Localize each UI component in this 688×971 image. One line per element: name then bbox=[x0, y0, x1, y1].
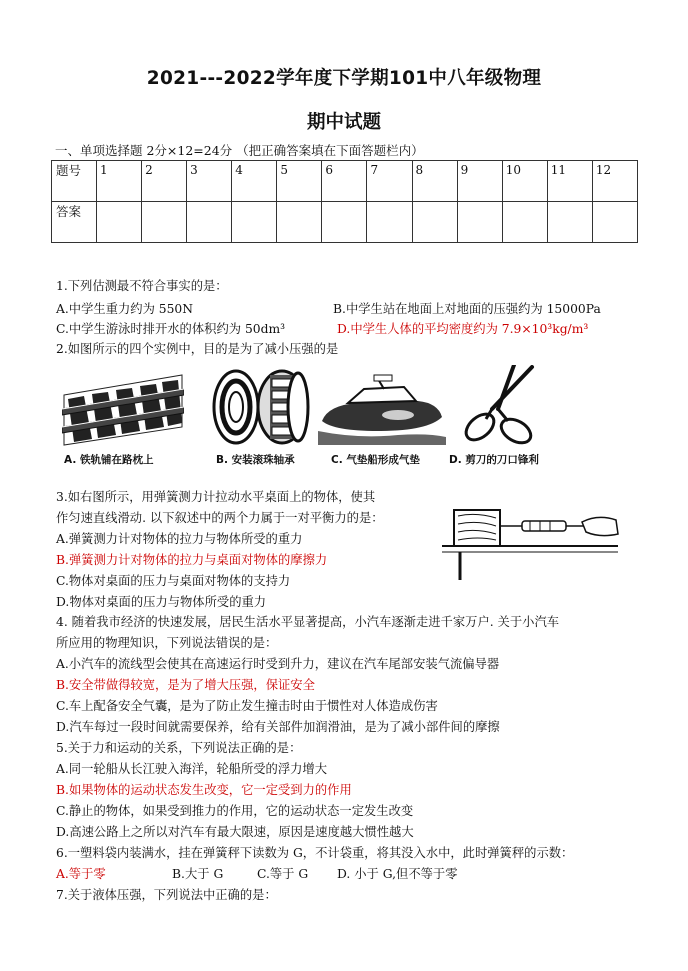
number-cell: 12 bbox=[592, 161, 637, 202]
answer-cell[interactable] bbox=[97, 202, 142, 243]
answer-cell[interactable] bbox=[412, 202, 457, 243]
answer-cell[interactable] bbox=[232, 202, 277, 243]
number-cell: 4 bbox=[232, 161, 277, 202]
hovercraft-figure bbox=[318, 365, 446, 447]
ball-bearing-figure bbox=[208, 365, 318, 447]
q2-stem: 2.如图所示的四个实例中，目的是为了减小压强的是 bbox=[56, 342, 339, 356]
number-cell: 9 bbox=[457, 161, 502, 202]
q3-option-b: B.弹簧测力计对物体的拉力与桌面对物体的摩擦力 bbox=[56, 553, 328, 567]
q1-option-b: B.中学生站在地面上对地面的压强约为 15000Pa bbox=[333, 302, 601, 316]
q4-stem-line2: 所应用的物理知识，下列说法错误的是： bbox=[56, 636, 278, 650]
q4-option-c: C.车上配备安全气囊，是为了防止发生撞击时由于惯性对人体造成伤害 bbox=[56, 699, 438, 713]
answer-cell[interactable] bbox=[547, 202, 592, 243]
exam-subtitle: 期中试题 bbox=[306, 112, 381, 133]
answer-cell[interactable] bbox=[187, 202, 232, 243]
q5-option-d: D.高速公路上之所以对汽车有最大限速，原因是速度越大惯性越大 bbox=[56, 825, 414, 839]
answer-cell[interactable] bbox=[322, 202, 367, 243]
q5-stem: 5.关于力和运动的关系，下列说法正确的是： bbox=[56, 741, 302, 755]
q5-option-b: B.如果物体的运动状态发生改变，它一定受到力的作用 bbox=[56, 783, 352, 797]
q1-option-c: C.中学生游泳时排开水的体积约为 50dm³ bbox=[56, 322, 286, 336]
q1-option-d: D.中学生人体的平均密度约为 7.9×10³kg/m³ bbox=[337, 322, 589, 336]
answer-table-answer-row bbox=[52, 202, 638, 243]
number-cell: 1 bbox=[97, 161, 142, 202]
number-cell: 6 bbox=[322, 161, 367, 202]
answer-table-number-row bbox=[52, 161, 638, 202]
number-cell: 8 bbox=[412, 161, 457, 202]
spring-scale-figure bbox=[440, 494, 620, 582]
row-label-answer: 答案 bbox=[52, 202, 97, 243]
number-cell: 5 bbox=[277, 161, 322, 202]
q6-option-d: D. 小于 G,但不等于零 bbox=[337, 867, 458, 881]
q4-option-a: A.小汽车的流线型会使其在高速运行时受到升力，建议在汽车尾部安装气流偏导器 bbox=[56, 657, 500, 671]
q3-option-c: C.物体对桌面的压力与桌面对物体的支持力 bbox=[56, 574, 291, 588]
rail-track-figure bbox=[62, 365, 184, 447]
number-cell: 2 bbox=[142, 161, 187, 202]
q4-stem-line1: 4. 随着我市经济的快速发展，居民生活水平显著提高，小汽车逐渐走进千家万户. 关于小汽车 bbox=[56, 615, 560, 629]
q6-option-a: A.等于零 bbox=[56, 867, 106, 881]
answer-cell[interactable] bbox=[502, 202, 547, 243]
q6-option-b: B.大于 G bbox=[172, 867, 224, 881]
q7-stem: 7.关于液体压强，下列说法中正确的是： bbox=[56, 888, 277, 902]
answer-cell[interactable] bbox=[142, 202, 187, 243]
q6-stem: 6.一塑料袋内装满水，挂在弹簧秤下读数为 G，不计袋重，将其没入水中，此时弹簧秤的示数： bbox=[56, 846, 574, 860]
answer-cell[interactable] bbox=[367, 202, 412, 243]
number-cell: 3 bbox=[187, 161, 232, 202]
q2-caption-c: C. 气垫船形成气垫 bbox=[331, 454, 420, 466]
q3-stem-line2: 作匀速直线滑动. 以下叙述中的两个力属于一对平衡力的是： bbox=[56, 511, 384, 525]
q3-option-a: A.弹簧测力计对物体的拉力与物体所受的重力 bbox=[56, 532, 303, 546]
row-label-number: 题号 bbox=[52, 161, 97, 202]
q3-stem-line1: 3.如右图所示，用弹簧测力计拉动水平桌面上的物体，使其 bbox=[56, 490, 376, 504]
answer-cell[interactable] bbox=[277, 202, 322, 243]
q5-option-a: A.同一轮船从长江驶入海洋，轮船所受的浮力增大 bbox=[56, 762, 328, 776]
exam-title: 2021---2022学年度下学期101中八年级物理 bbox=[146, 68, 542, 89]
number-cell: 10 bbox=[502, 161, 547, 202]
q4-option-b: B.安全带做得较宽，是为了增大压强，保证安全 bbox=[56, 678, 315, 692]
number-cell: 7 bbox=[367, 161, 412, 202]
answer-table bbox=[51, 160, 638, 243]
number-cell: 11 bbox=[547, 161, 592, 202]
scissors-figure bbox=[456, 365, 546, 447]
q2-figures bbox=[56, 365, 626, 475]
q6-option-c: C.等于 G bbox=[257, 867, 309, 881]
q5-option-c: C.静止的物体，如果受到推力的作用，它的运动状态一定发生改变 bbox=[56, 804, 414, 818]
answer-cell[interactable] bbox=[592, 202, 637, 243]
q2-caption-b: B. 安装滚珠轴承 bbox=[216, 454, 295, 466]
q1-option-a: A.中学生重力约为 550N bbox=[56, 302, 194, 316]
q1-stem: 1.下列估测最不符合事实的是： bbox=[56, 279, 228, 293]
q4-option-d: D.汽车每过一段时间就需要保养，给有关部件加润滑油，是为了减小部件间的摩擦 bbox=[56, 720, 500, 734]
answer-cell[interactable] bbox=[457, 202, 502, 243]
q2-caption-a: A. 铁轨铺在路枕上 bbox=[64, 454, 154, 466]
section-heading: 一、单项选择题 2分×12=24分 （把正确答案填在下面答题栏内） bbox=[55, 143, 424, 158]
q3-option-d: D.物体对桌面的压力与物体所受的重力 bbox=[56, 595, 267, 609]
q2-caption-d: D. 剪刀的刀口锋利 bbox=[449, 454, 539, 466]
